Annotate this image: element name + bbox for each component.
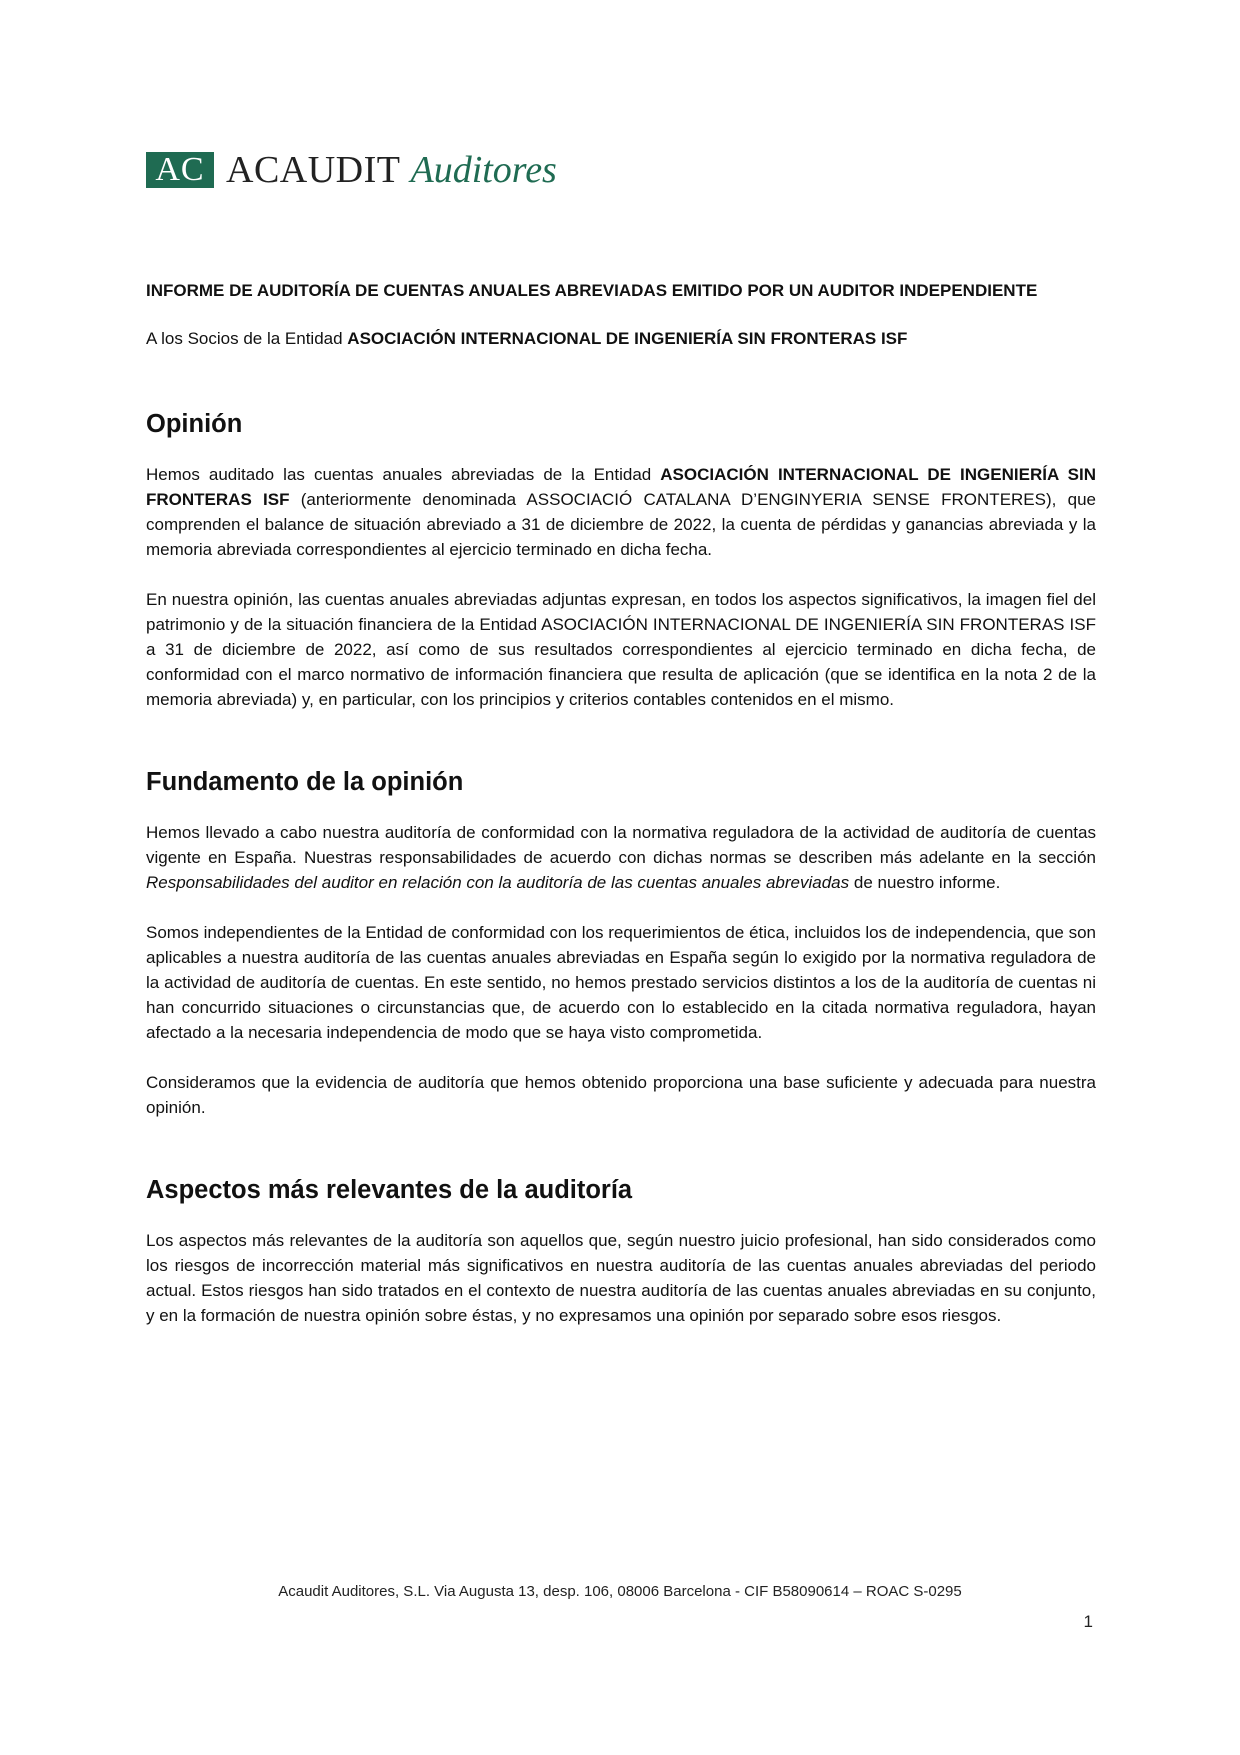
addressee-line (146, 326, 1096, 351)
section-heading-opinion: Opinión (146, 410, 243, 438)
aspectos-paragraph-1: Los aspectos más relevantes de la auditoría son aquellos que, según nuestro juicio profesional, han sido considerados como los riesgos de incorrección material más significativos en nuestra auditoría de las cuentas anuales abreviadas del periodo actual. Estos riesgos han sido tratados en el contexto de nuestra auditoría de las cuentas anuales abreviadas en su conjunto, y en la formación de nuestra opinión sobre éstas, y no expresamos una opinión por separado sobre esos riesgos. (146, 1231, 1096, 1325)
opinion-paragraph-2: En nuestra opinión, las cuentas anuales abreviadas adjuntas expresan, en todos los aspectos significativos, la imagen fiel del patrimonio y de la situación financiera de la Entidad ASOCIACIÓN INTERNACIONAL DE INGENIERÍA SIN FRONTERAS ISF a 31 de diciembre de 2022, así como de sus resultados correspondientes al ejercicio terminado en dicha fecha, de conformidad con el marco normativo de información financiera que resulta de aplicación (que se identifica en la nota 2 de la memoria abreviada) y, en particular, con los principios y criterios contables contenidos en el mismo. (146, 590, 1096, 709)
opinion-paragraph-1: Hemos auditado las cuentas anuales abreviadas de la Entidad ASOCIACIÓN INTERNACIONAL DE INGENIERÍA SIN FRONTERAS ISF (anteriormente denominada ASSOCIACIÓ CATALANA D’ENGINYERIA SENSE FRONTERES), que comprenden el balance de situación abreviado a 31 de diciembre de 2022, la cuenta de pérdidas y ganancias abreviada y la memoria abreviada correspondientes al ejercicio terminado en dicha fecha. (146, 465, 1096, 559)
section-heading-aspectos: Aspectos más relevantes de la auditoría (146, 1176, 633, 1204)
logo-name: ACAUDIT (226, 149, 401, 191)
section-reference: Responsabilidades del auditor en relación con la auditoría de las cuentas anuales abreviadas (146, 873, 850, 892)
report-body (146, 278, 1096, 1328)
logo-mark: AC (146, 152, 214, 188)
opinion-entity-name: ASOCIACIÓN INTERNACIONAL DE INGENIERÍA SIN FRONTERAS ISF (146, 465, 1096, 509)
addressee-prefix: A los Socios de la Entidad (146, 329, 348, 348)
fundamento-paragraph-2: Somos independientes de la Entidad de conformidad con los requerimientos de ética, incluidos los de independencia, que son aplicables a nuestra auditoría de las cuentas anuales abreviadas en España según lo exigido por la normativa reguladora de la actividad de auditoría de cuentas. En este sentido, no hemos prestado servicios distintos a los de la auditoría de cuentas ni han concurrido situaciones o circunstancias que, de acuerdo con lo establecido en la citada normativa reguladora, hayan afectado a la necesaria independencia de modo que se haya visto comprometida. (146, 923, 1096, 1042)
page-footer: Acaudit Auditores, S.L. Via Augusta 13, desp. 106, 08006 Barcelona - CIF B58090614 – ROAC S-0295 (278, 1583, 962, 1600)
company-logo (146, 150, 557, 190)
fundamento-paragraph-1: Hemos llevado a cabo nuestra auditoría de conformidad con la normativa reguladora de la actividad de auditoría de cuentas vigente en España. Nuestras responsabilidades de acuerdo con dichas normas se describen más adelante en la sección Responsabilidades del auditor en relación con la auditoría de las cuentas anuales abreviadas de nuestro informe. (146, 823, 1096, 892)
logo-subtitle: Auditores (410, 149, 557, 191)
entity-name: ASOCIACIÓN INTERNACIONAL DE INGENIERÍA SIN FRONTERAS ISF (347, 329, 908, 348)
fundamento-paragraph-3: Consideramos que la evidencia de auditoría que hemos obtenido proporciona una base suficiente y adecuada para nuestra opinión. (146, 1073, 1096, 1117)
page-number: 1 (1083, 1612, 1093, 1631)
section-heading-fundamento: Fundamento de la opinión (146, 768, 464, 796)
report-title: INFORME DE AUDITORÍA DE CUENTAS ANUALES ABREVIADAS EMITIDO POR UN AUDITOR INDEPENDIENTE (146, 281, 1038, 300)
